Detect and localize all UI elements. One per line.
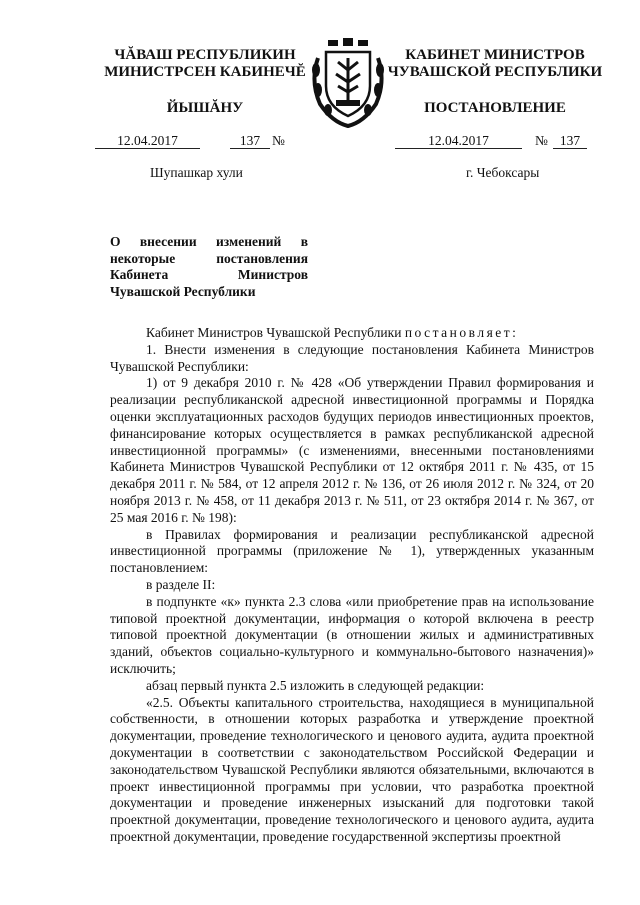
place-right: г. Чебоксары — [466, 165, 540, 180]
header-right-line2: ЧУВАШСКОЙ РЕСПУБЛИКИ — [387, 64, 603, 80]
number-sign-left: № — [272, 133, 285, 148]
date-line-left — [95, 133, 315, 149]
paragraph: абзац первый пункта 2.5 изложить в следующей редакции: — [146, 677, 485, 693]
paragraph: 1) от 9 декабря 2010 г. № 428 «Об утверждении Правил формирования и реализации республиканской адресной инвестиционной программы и Порядка оценки эксплуатационных расходов будущих периодов инвестиционных проектов, финансирование которых осуществляется в рамках республиканской адресной инвестиционной программы» (с изменениями, внесенными постановлениями Кабинета Министров Чувашской Республики от 12 октября 2011 г. № 435, от 15 декабря 2011 г. № 584, от 12 апреля 2012 г. № 136, от 26 июля 2012 г. № 324, от 20 ноября 2013 г. № 458, от 11 декабря 2013 г. № 511, от 23 октября 2014 г. № 367, от 25 мая 2016 г. № 198): — [110, 375, 594, 525]
header-left-line2: МИНИСТРСЕН КАБИНЕЧĔ — [104, 64, 306, 80]
number-sign-right: № — [535, 133, 548, 148]
paragraph: 1. Внести изменения в следующие постановления Кабинета Министров Чувашской Республики: — [110, 341, 594, 374]
preamble-text: Кабинет Министров Чувашской Республики — [146, 325, 405, 340]
paragraph: в Правилах формирования и реализации республиканской адресной инвестиционной программы (приложение № 1), утвержденных указанным постановлением: — [110, 526, 594, 576]
preamble-spaced-word: постановляет: — [404, 325, 519, 340]
header-right-line1: КАБИНЕТ МИНИСТРОВ — [405, 47, 585, 63]
header-left-line1: ЧĂВАШ РЕСПУБЛИКИН — [114, 47, 296, 63]
document-subject: О внесении изменений в некоторые постановления Кабинета Министров Чувашской Республики — [110, 234, 308, 299]
header-left — [95, 47, 315, 81]
number-left: 137 — [230, 133, 270, 149]
date-right: 12.04.2017 — [395, 133, 522, 149]
paragraph: в подпункте «к» пункта 2.3 слова «или приобретение прав на использование типовой проектной документации, информация о которой включена в реестр типовой проектной документации (в отношении жилых и административных зданий, объектов социально-культурного и коммунально-бытового назначения)» исключить; — [110, 593, 594, 676]
chuvash-coat-of-arms-icon — [308, 36, 388, 128]
preamble — [110, 325, 594, 342]
number-right: 137 — [553, 133, 587, 149]
doctype-right: ПОСТАНОВЛЕНИЕ — [424, 100, 566, 116]
date-left: 12.04.2017 — [95, 133, 200, 149]
doctype-left: ЙЫШĂНУ — [166, 100, 244, 116]
paragraph: в разделе II: — [146, 576, 216, 592]
place-left: Шупашкар хули — [150, 165, 243, 180]
document-body — [110, 325, 594, 846]
header-right — [385, 47, 605, 81]
paragraph: «2.5. Объекты капитального строительства, находящиеся в муниципальной собственности, в отношении которых разработка и утверждение проектной документации, проведение технологического и ценового аудита, аудита проектной документации в соответствии с законодательством Российской Федерации и законодательством Чувашской Республики являются обязательными, включаются в проект инвестиционной программы при условии, что разработка проектной документации и проведение инженерных изысканий для подготовки такой проектной документации, проведение технологического и ценового аудита, аудита проектной документации, проведение государственной экспертизы проектной — [110, 694, 594, 844]
date-line-right — [395, 133, 600, 149]
